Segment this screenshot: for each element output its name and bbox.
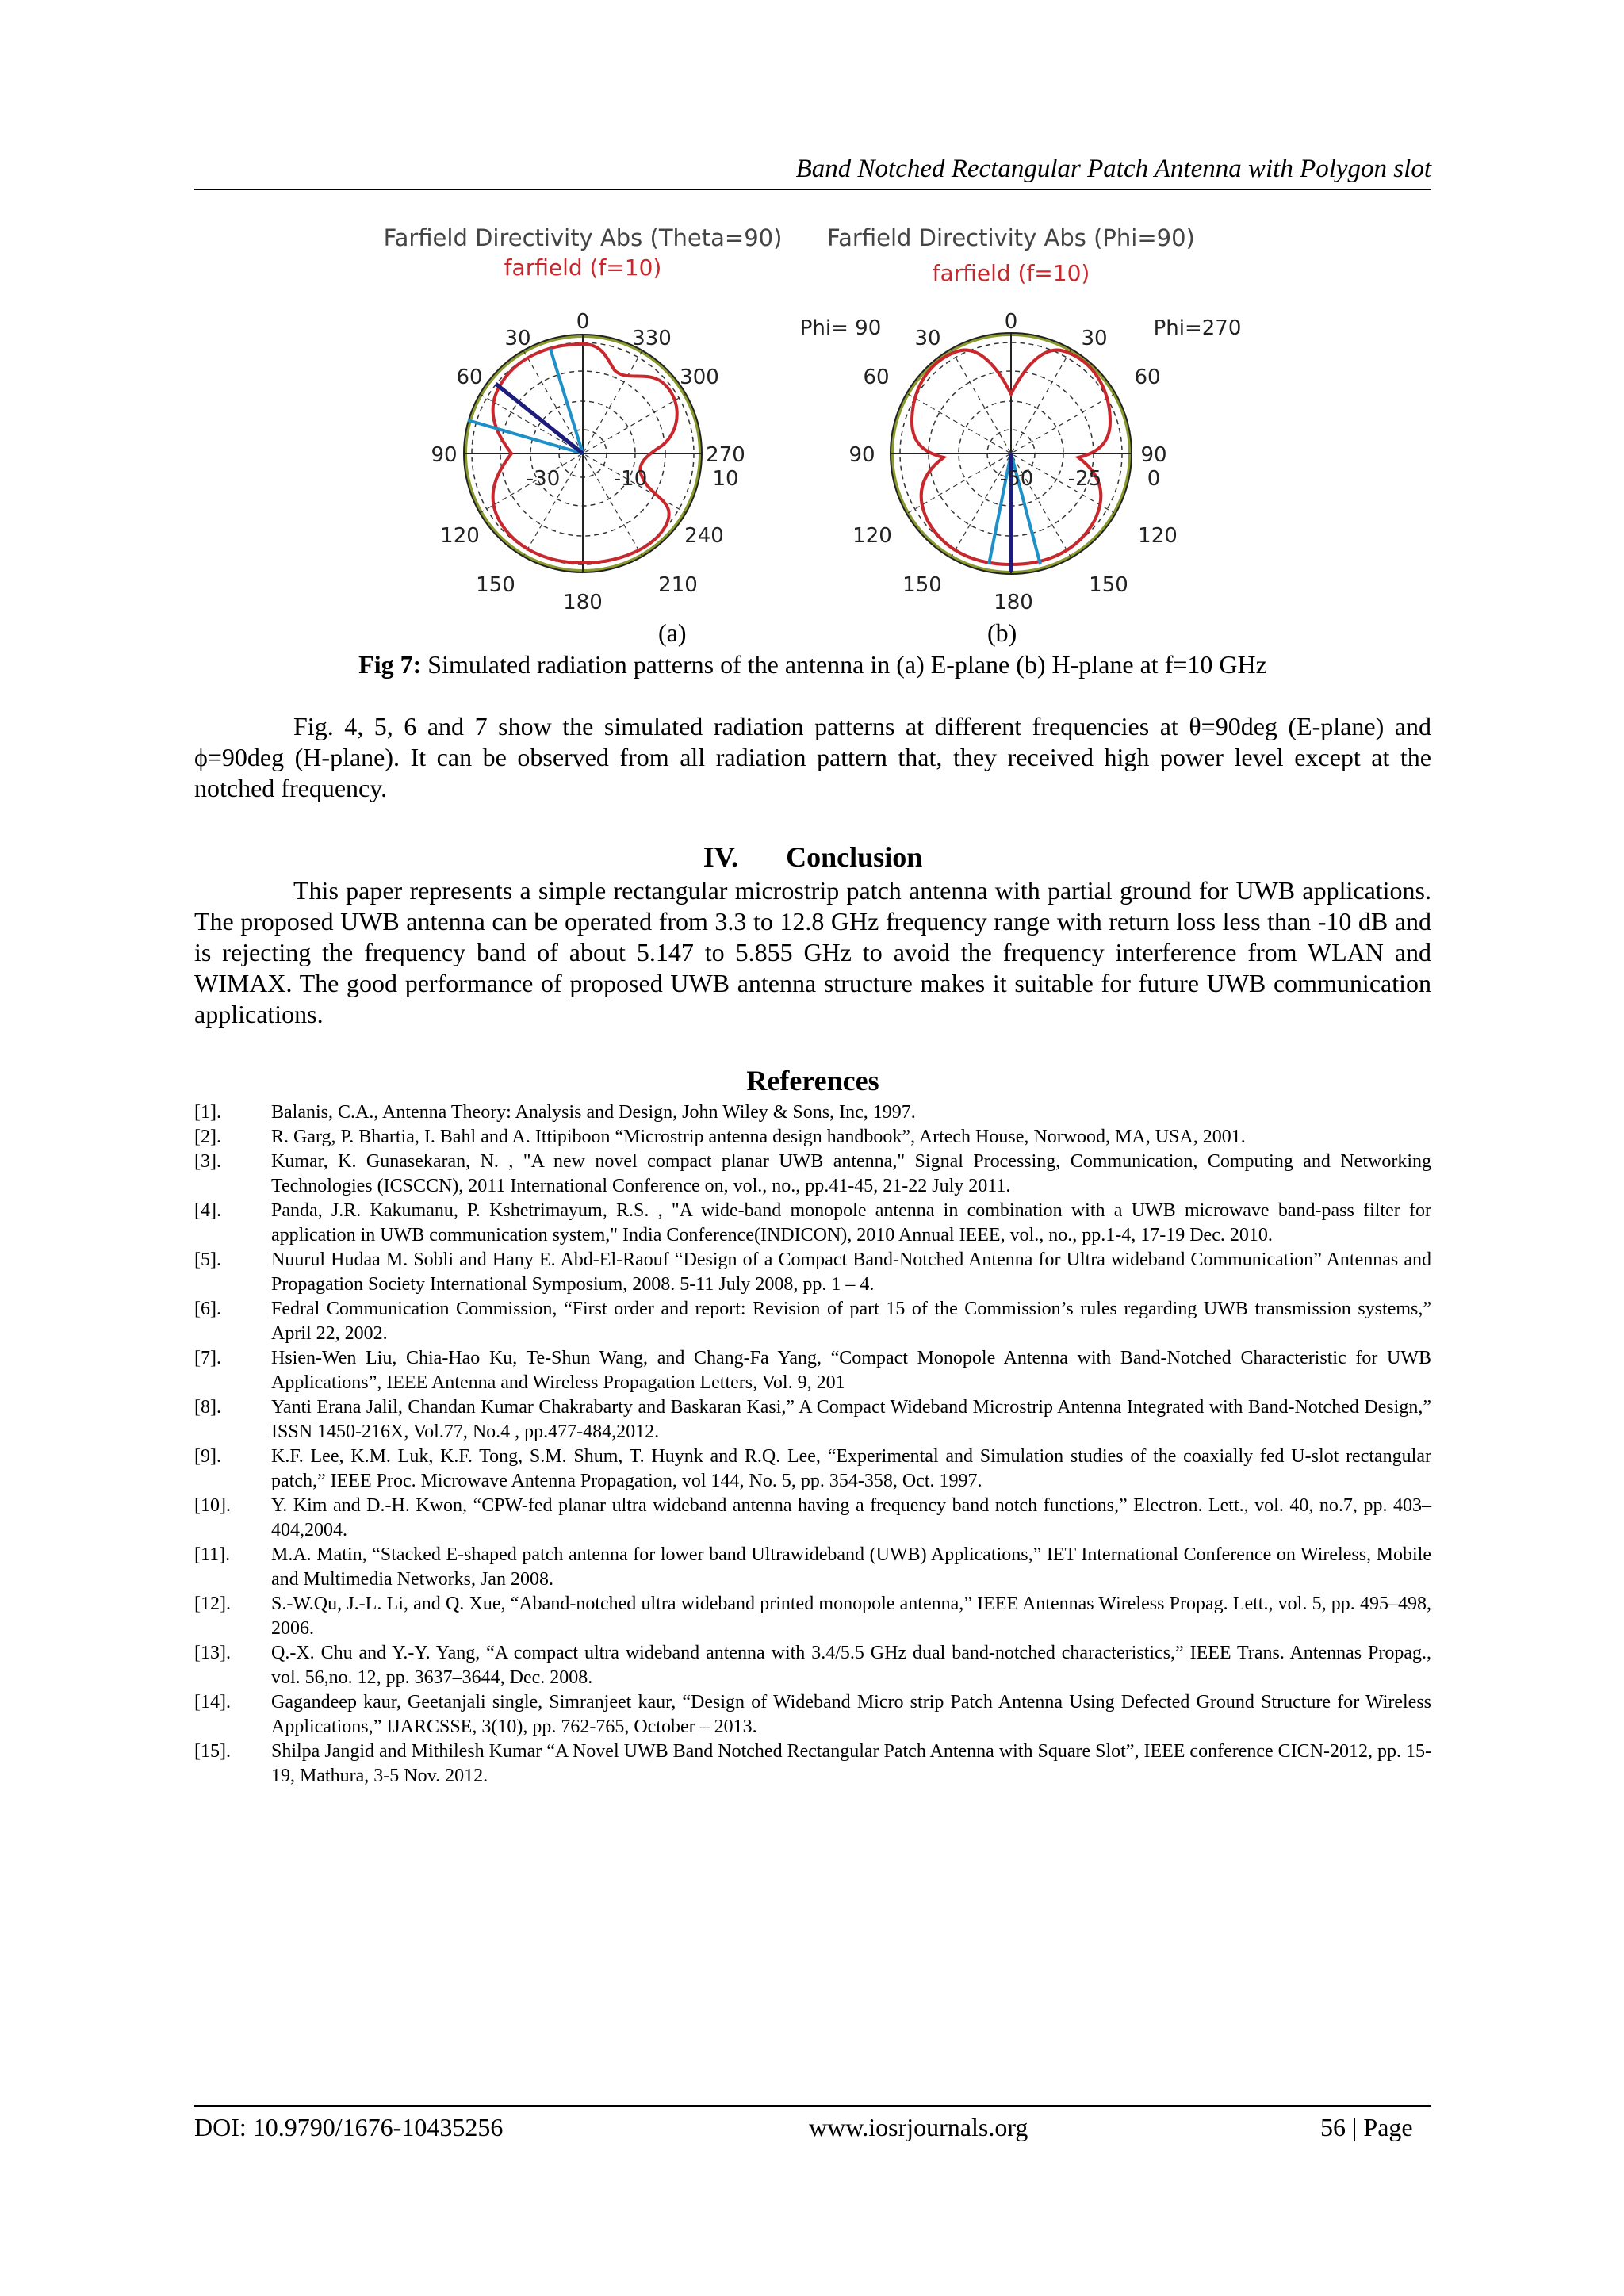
sublabel-a: (a)	[658, 618, 687, 647]
angle-label: 30	[1081, 327, 1108, 350]
footer-doi: DOI: 10.9790/1676-10435256	[194, 2113, 504, 2141]
section-title: Conclusion	[786, 841, 923, 873]
angle-label: 60	[863, 365, 890, 389]
angle-label: 60	[456, 365, 483, 389]
angle-label: 90	[848, 443, 875, 467]
reference-item: [13]. Q.-X. Chu and Y.-Y. Yang, “A compact ultra wideband antenna with 3.4/5.5 GHz dual band-notched characteristics,” IEEE Trans. Antennas Propag., vol. 56,no. 12, pp. 3637–3644, Dec. 2008.	[194, 1643, 1431, 1688]
figure-7	[373, 216, 1269, 628]
angle-label: 300	[680, 365, 719, 389]
left-plot-subtitle: farfield (f=10)	[504, 254, 662, 281]
reference-item: [11]. M.A. Matin, “Stacked E-shaped patch antenna for lower band Ultrawideband (UWB) Applications,” IET International Conference on Wireless, Mobile and Multimedia Networks, Jan 2008.	[194, 1544, 1431, 1590]
references-heading: References	[746, 1065, 879, 1096]
body-paragraph: Fig. 4, 5, 6 and 7 show the simulated radiation patterns at different frequencies at θ=90deg (E-plane) and ϕ=90deg (H-plane). It can be observed from all radiation pattern that, they received high power level except at the notched frequency.	[194, 712, 1431, 802]
radial-label: -50	[999, 467, 1034, 491]
angle-label: 210	[658, 573, 698, 597]
running-head: Band Notched Rectangular Patch Antenna with Polygon slot	[795, 155, 1431, 183]
radial-label: -25	[1067, 467, 1102, 491]
radial-label: -30	[526, 467, 561, 491]
footer-site: www.iosrjournals.org	[809, 2113, 1028, 2141]
header-rule	[194, 189, 1431, 190]
reference-item: [14]. Gagandeep kaur, Geetanjali single, Simranjeet kaur, “Design of Wideband Micro strip Patch Antenna Using Defected Ground Structure for Wireless Applications,” IJARCSSE, 3(10), pp. 762-765, October – 2013.	[194, 1692, 1431, 1737]
angle-label: 60	[1134, 365, 1161, 389]
angle-label: 30	[914, 327, 941, 350]
polar-plot-h-plane	[800, 224, 1242, 614]
reference-item: [1]. Balanis, C.A., Antenna Theory: Analysis and Design, John Wiley & Sons, Inc, 1997.	[194, 1102, 916, 1123]
section-number: IV.	[703, 841, 739, 873]
reference-item: [12]. S.-W.Qu, J.-L. Li, and Q. Xue, “Aband-notched ultra wideband printed monopole antenna,” IEEE Antennas Wireless Propag. Lett., vol. 5, pp. 495–498, 2006.	[194, 1594, 1431, 1639]
polar-plots	[373, 216, 1269, 628]
reference-item: [15]. Shilpa Jangid and Mithilesh Kumar “A Novel UWB Band Notched Rectangular Patch Antenna with Square Slot”, IEEE conference CICN-2012, pp. 15-19, Mathura, 3-5 Nov. 2012.	[194, 1741, 1432, 1786]
angle-label: 120	[440, 524, 480, 548]
angle-label: 90	[1140, 443, 1167, 467]
side-label: Phi=270	[1153, 316, 1242, 340]
angle-label: 0	[576, 310, 590, 334]
angle-label: 120	[852, 524, 892, 548]
angle-label: 30	[504, 327, 531, 350]
conclusion-paragraph: This paper represents a simple rectangular microstrip patch antenna with partial ground for UWB applications. The proposed UWB antenna can be operated from 3.3 to 12.8 GHz frequency range with return loss less than -10 dB and is rejecting the frequency band of about 5.147 to 5.855 GHz to avoid the frequency interference from WLAN and WIMAX. The good performance of proposed UWB antenna structure makes it suitable for future UWB communication applications.	[194, 876, 1431, 1028]
reference-item: [8]. Yanti Erana Jalil, Chandan Kumar Chakrabarty and Baskaran Kasi,” A Compact Wideband Microstrip Antenna Integrated with Band-Notched Design,” ISSN 1450-216X, Vol.77, No.4 , pp.477-484,2012.	[194, 1397, 1431, 1442]
footer-rule	[194, 2105, 1431, 2107]
right-plot-title: Farfield Directivity Abs (Phi=90)	[827, 224, 1195, 251]
reference-item: [2]. R. Garg, P. Bhartia, I. Bahl and A. Ittipiboon “Microstrip antenna design handbook”, Artech House, Norwood, MA, USA, 2001.	[194, 1127, 1246, 1147]
reference-item: [10]. Y. Kim and D.-H. Kwon, “CPW-fed planar ultra wideband antenna having a frequency band notch functions,” Electron. Lett., vol. 40, no.7, pp. 403–404,2004.	[194, 1495, 1431, 1540]
section-heading	[194, 840, 1431, 874]
left-plot-title: Farfield Directivity Abs (Theta=90)	[383, 224, 783, 251]
angle-label: 150	[476, 573, 515, 597]
beam-line	[468, 420, 583, 453]
main-lobe-line	[496, 384, 583, 453]
angle-label: 90	[431, 443, 458, 467]
figure-caption	[194, 650, 1431, 679]
polar-plot-e-plane	[384, 224, 783, 614]
radial-label: 10	[712, 467, 739, 491]
footer-page: 56 | Page	[1320, 2113, 1413, 2141]
angle-label: 150	[1089, 573, 1128, 597]
angle-label: 270	[706, 443, 745, 467]
radial-label: -10	[613, 467, 648, 491]
angle-label: 180	[994, 591, 1033, 614]
radial-label: 0	[1147, 467, 1161, 491]
angle-label: 0	[1004, 310, 1018, 334]
reference-item: [4]. Panda, J.R. Kakumanu, P. Kshetrimayum, R.S. , "A wide-band monopole antenna in combination with a UWB microwave band-pass filter for application in UWB communication system," India Conference(INDICON), 2010 Annual IEEE, vol., no., pp.1-4, 17-19 Dec. 2010.	[194, 1200, 1431, 1246]
reference-list	[194, 1100, 1431, 1789]
right-plot-subtitle: farfield (f=10)	[932, 260, 1090, 286]
caption-label: Fig 7:	[358, 650, 422, 679]
reference-item: [5]. Nuurul Hudaa M. Sobli and Hany E. Abd-El-Raouf “Design of a Compact Band-Notched Antenna for Ultra wideband Communication” Antennas and Propagation Society International Symposium, 2008. 5-11 July 2008, pp. 1 – 4.	[194, 1249, 1431, 1295]
angle-label: 330	[632, 327, 672, 350]
reference-item: [3]. Kumar, K. Gunasekaran, N. , "A new novel compact planar UWB antenna," Signal Processing, Communication, Computing and Networking Technologies (ICSCCN), 2011 International Conference on, vol., no., pp.41-45, 21-22 July 2011.	[194, 1151, 1431, 1196]
angle-label: 180	[563, 591, 603, 614]
side-label: Phi= 90	[799, 316, 882, 340]
reference-item: [7]. Hsien-Wen Liu, Chia-Hao Ku, Te-Shun Wang, and Chang-Fa Yang, “Compact Monopole Antenna with Band-Notched Characteristic for UWB Applications”, IEEE Antenna and Wireless Propagation Letters, Vol. 9, 201	[194, 1348, 1431, 1393]
caption-text: Simulated radiation patterns of the antenna in (a) E-plane (b) H-plane at f=10 GHz	[421, 650, 1267, 679]
angle-label: 150	[902, 573, 942, 597]
angle-label: 120	[1138, 524, 1178, 548]
angle-label: 240	[684, 524, 724, 548]
sublabel-b: (b)	[987, 618, 1017, 647]
reference-item: [6]. Fedral Communication Commission, “First order and report: Revision of part 15 of the Commission’s rules regarding UWB transmission systems,” April 22, 2002.	[194, 1299, 1431, 1344]
reference-item: [9]. K.F. Lee, K.M. Luk, K.F. Tong, S.M. Shum, T. Huynk and R.Q. Lee, “Experimental and Simulation studies of the coaxially fed U-slot rectangular patch,” IEEE Proc. Microwave Antenna Propagation, vol 144, No. 5, pp. 354-358, Oct. 1997.	[194, 1446, 1431, 1491]
